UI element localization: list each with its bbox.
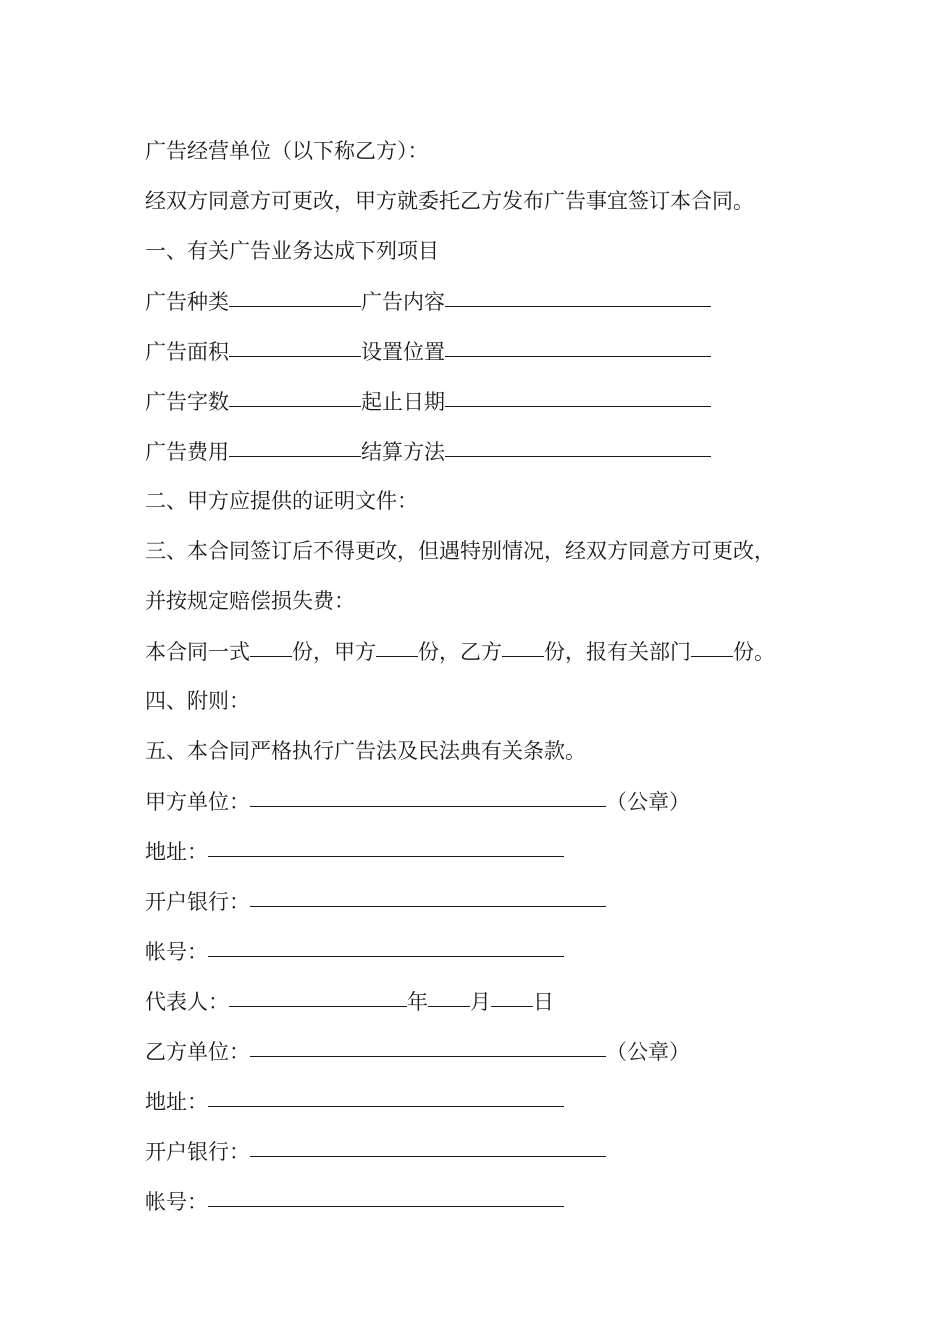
ad-type-label: 广告种类 — [145, 290, 229, 314]
ad-area-label: 广告面积 — [145, 340, 229, 364]
party-a-rep-blank[interactable] — [229, 984, 407, 1007]
month-blank[interactable] — [428, 984, 470, 1007]
text: 四、附则： — [145, 689, 250, 713]
party-a-address-label: 地址： — [145, 840, 208, 864]
field-row-fee — [145, 436, 711, 466]
field-row-type — [145, 286, 711, 316]
party-b-unit-label: 乙方单位： — [145, 1040, 250, 1064]
party-a-account-blank[interactable] — [208, 934, 564, 957]
month-label: 月 — [470, 990, 491, 1014]
copies-text-b: 份，甲方 — [292, 640, 376, 664]
party-a-bank-blank[interactable] — [250, 884, 606, 907]
party-a-unit-row — [145, 786, 690, 816]
year-label: 年 — [407, 990, 428, 1014]
text: 并按规定赔偿损失费： — [145, 589, 355, 613]
party-b-bank-row — [145, 1136, 606, 1166]
party-b-bank-label: 开户银行： — [145, 1140, 250, 1164]
party-a-unit-label: 甲方单位： — [145, 790, 250, 814]
copies-total-blank[interactable] — [250, 634, 292, 657]
copies-text-d: 份，报有关部门 — [544, 640, 691, 664]
copies-party-b-blank[interactable] — [502, 634, 544, 657]
ad-settle-label: 结算方法 — [361, 440, 445, 464]
copies-line — [145, 636, 775, 666]
party-b-bank-blank[interactable] — [250, 1134, 606, 1157]
party-a-address-row — [145, 836, 564, 866]
party-b-seal-label: （公章） — [606, 1040, 690, 1064]
field-row-area — [145, 336, 711, 366]
copies-party-a-blank[interactable] — [376, 634, 418, 657]
section-4-heading — [145, 686, 250, 716]
agreement-intro — [145, 186, 754, 216]
ad-words-label: 广告字数 — [145, 390, 229, 414]
party-b-address-blank[interactable] — [208, 1084, 564, 1107]
copies-text-a: 本合同一式 — [145, 640, 250, 664]
ad-type-blank[interactable] — [229, 284, 361, 307]
section-2-heading — [145, 486, 418, 516]
text: 经双方同意方可更改，甲方就委托乙方发布广告事宜签订本合同。 — [145, 189, 754, 213]
text: 五、本合同严格执行广告法及民法典有关条款。 — [145, 739, 586, 763]
party-b-address-row — [145, 1086, 564, 1116]
ad-dates-blank[interactable] — [445, 384, 711, 407]
party-b-unit-blank[interactable] — [250, 1034, 606, 1057]
party-a-bank-label: 开户银行： — [145, 890, 250, 914]
ad-fee-blank[interactable] — [229, 434, 361, 457]
ad-position-blank[interactable] — [445, 334, 711, 357]
ad-content-blank[interactable] — [445, 284, 711, 307]
party-a-seal-label: （公章） — [606, 790, 690, 814]
party-a-account-label: 帐号： — [145, 940, 208, 964]
party-b-address-label: 地址： — [145, 1090, 208, 1114]
text: 一、有关广告业务达成下列项目 — [145, 239, 439, 263]
ad-settle-blank[interactable] — [445, 434, 711, 457]
party-b-account-blank[interactable] — [208, 1184, 564, 1207]
party-b-account-label: 帐号： — [145, 1190, 208, 1214]
field-row-words — [145, 386, 711, 416]
section-3-line-1 — [145, 536, 775, 566]
copies-department-blank[interactable] — [691, 634, 733, 657]
party-a-rep-label: 代表人： — [145, 990, 229, 1014]
text: 三、本合同签订后不得更改，但遇特别情况，经双方同意方可更改， — [145, 539, 775, 563]
party-a-unit-blank[interactable] — [250, 784, 606, 807]
text: 广告经营单位（以下称乙方）： — [145, 139, 429, 163]
ad-words-blank[interactable] — [229, 384, 361, 407]
section-1-heading — [145, 236, 439, 266]
party-a-bank-row — [145, 886, 606, 916]
party-b-unit-row — [145, 1036, 690, 1066]
party-a-rep-row — [145, 986, 554, 1016]
ad-position-label: 设置位置 — [361, 340, 445, 364]
party-b-intro — [145, 136, 429, 166]
party-a-account-row — [145, 936, 564, 966]
section-5-heading — [145, 736, 586, 766]
ad-fee-label: 广告费用 — [145, 440, 229, 464]
copies-text-e: 份。 — [733, 640, 775, 664]
copies-text-c: 份，乙方 — [418, 640, 502, 664]
day-blank[interactable] — [491, 984, 533, 1007]
ad-content-label: 广告内容 — [361, 290, 445, 314]
ad-dates-label: 起止日期 — [361, 390, 445, 414]
day-label: 日 — [533, 990, 554, 1014]
ad-area-blank[interactable] — [229, 334, 361, 357]
party-b-account-row — [145, 1186, 564, 1216]
text: 二、甲方应提供的证明文件： — [145, 489, 418, 513]
party-a-address-blank[interactable] — [208, 834, 564, 857]
section-3-line-2 — [145, 586, 355, 616]
